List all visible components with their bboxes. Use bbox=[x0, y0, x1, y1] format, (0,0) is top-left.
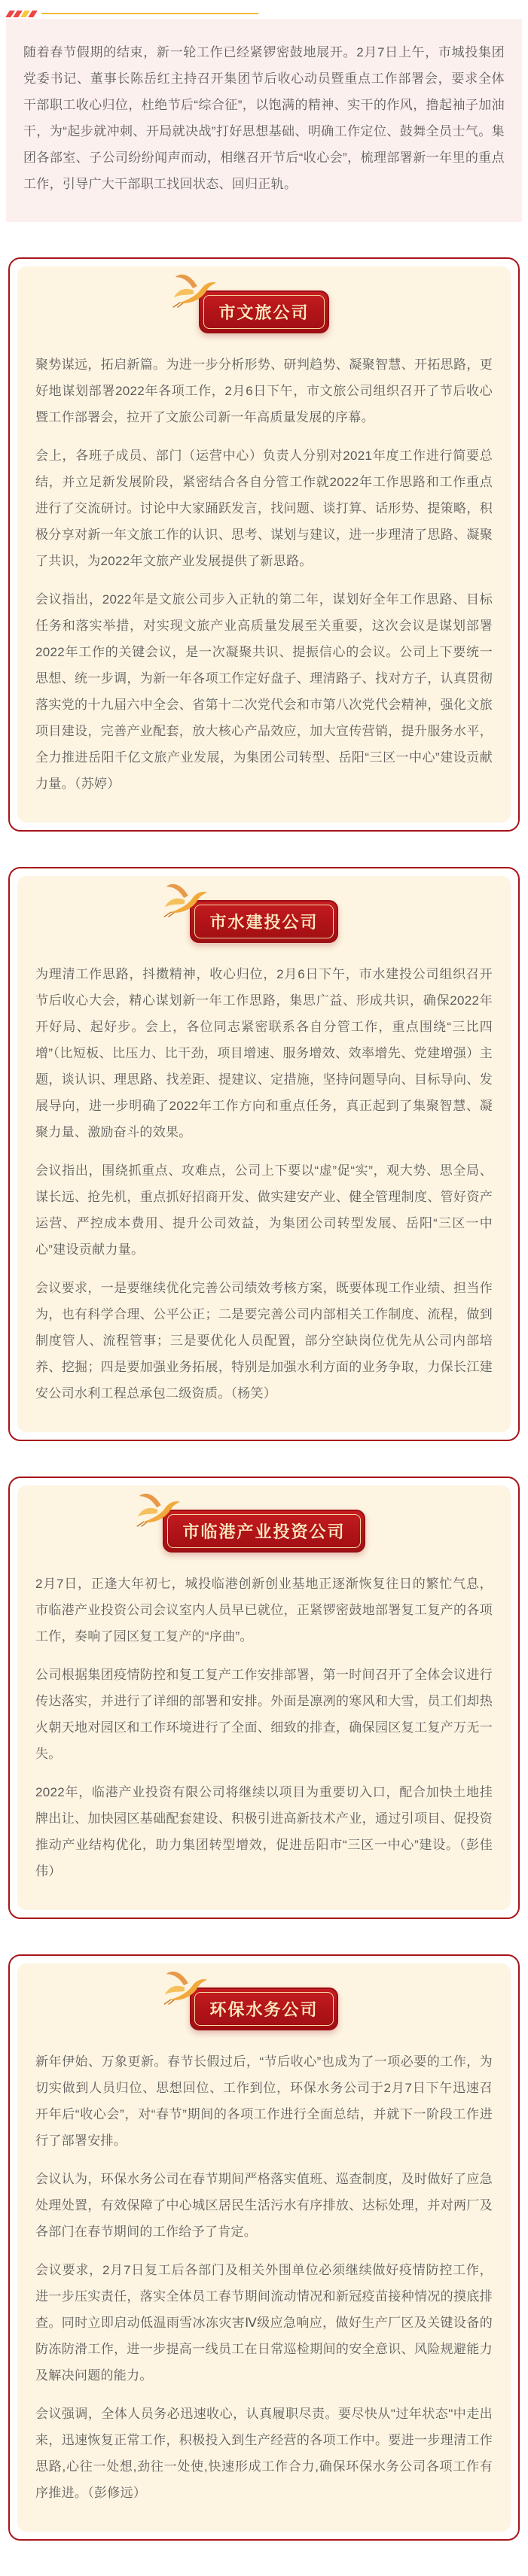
intro-paragraph: 随着春节假期的结束，新一轮工作已经紧锣密鼓地展开。2月7日上午，市城投集团党委书记、董事长陈岳红主持召开集团节后收心动员暨重点工作部署会，要求全体干部职工收心归位，杜绝节后“综合征”，以饱满的精神、实干的作风，撸起袖子加油干，为“起步就冲刺、开局就决战”打好思想基础、明确工作定位、鼓舞全员士气。集团各部室、子公司纷纷闻声而动，相继召开节后“收心会”，梳理部署新一年里的重点工作，引导广大干部职工找回状态、回归正轨。 bbox=[23, 45, 505, 191]
section-title-badge: 环保水务公司 bbox=[190, 1988, 337, 2030]
body-paragraph: 新年伊始、万象更新。春节长假过后，“节后收心”也成为了一项必要的工作，为切实做到人员归位、思想回位、工作到位，环保水务公司于2月7日下午迅速召开年后“收心会”，对“春节”期间的各项工作进行全面总结，并就下一阶段工作进行了部署安排。 bbox=[35, 2054, 493, 2148]
section-card-huanbaoshuiwu bbox=[8, 1954, 520, 2541]
crane-icon bbox=[163, 1967, 208, 2005]
body-paragraph: 会议指出，2022年是文旅公司步入正轨的第二年，谋划好全年工作思路、目标任务和落实举措，对实现文旅产业高质量发展至关重要，这次会议是谋划部署2022年工作的关键会议，是一次凝聚共识、提振信心的会议。公司上下要统一思想、统一步调，为新一年各项工作定好盘子、理清路子、找对方子，认真贯彻落实党的十九届六中全会、省第十二次党代会和市第八次党代会精神，强化文旅项目建设，完善产业配套，放大核心产品效应，加大宣传营销，提升服务水平，全力推进岳阳千亿文旅产业发展，为集团公司转型、岳阳“三区一中心”建设贡献力量。（苏婷） bbox=[35, 592, 493, 791]
gold-divider-line bbox=[41, 13, 258, 14]
body-paragraph: 2022年，临港产业投资有限公司将继续以项目为重要切入口，配合加快土地挂牌出让、加快园区基础配套建设、积极引进高新技术产业，通过引项目、促投资推动产业结构优化，助力集团转型增效，促进岳阳市“三区一中心”建设。（彭佳伟） bbox=[35, 1785, 493, 1878]
crane-icon bbox=[136, 1489, 181, 1527]
section-title-badge: 市文旅公司 bbox=[199, 290, 328, 333]
crane-icon bbox=[172, 270, 217, 308]
body-paragraph: 会议要求，一是要继续优化完善公司绩效考核方案，既要体现工作业绩、担当作为，也有科学合理、公平公正；二是要完善公司内部相关工作制度、流程，做到制度管人、流程管事；三是要优化人员配置，部分空缺岗位优先从公司内部培养、挖掘；四是要加强业务拓展，特别是加强水利方面的业务争取，力保长江建安公司水利工程总承包二级资质。（杨笑） bbox=[35, 1281, 493, 1401]
section-card-lingang bbox=[8, 1477, 520, 1919]
body-paragraph: 会议强调，全体人员务必迅速收心，认真履职尽责。要尽快从"过年状态"中走出来，迅速恢复正常工作，积极投入到生产经营的各项工作中。要进一步理清工作思路,心往一处想,劲往一处使,快速形成工作合力,确保环保水务公司各项工作有序推进。（彭修远） bbox=[35, 2407, 493, 2500]
intro-panel bbox=[6, 19, 522, 222]
slash-marks-icon bbox=[8, 11, 35, 17]
body-paragraph: 会议要求，2月7日复工后各部门及相关外围单位必须继续做好疫情防控工作，进一步压实责任，落实全体员工春节期间流动情况和新冠疫苗接种情况的摸底排查。同时立即启动低温雨雪冰冻灾害Ⅳ级应急响应，做好生产厂区及关键设备的防冻防滑工作，进一步提高一线员工在日常巡检期间的安全意识、风险规避能力及解决问题的能力。 bbox=[35, 2263, 493, 2383]
section-title-badge: 市水建投公司 bbox=[190, 900, 337, 943]
crane-icon bbox=[163, 880, 208, 917]
body-paragraph: 会上，各班子成员、部门（运营中心）负责人分别对2021年度工作进行简要总结，并立足新发展阶段，紧密结合各自分管工作就2022年工作思路和工作重点进行了交流研讨。讨论中大家踊跃发言，找问题、谈打算、话形势、提策略，积极分享对新一年文旅工作的认识、思考、谋划与建议，进一步理清了思路、凝聚了共识，为2022年文旅产业发展提供了新思路。 bbox=[35, 449, 493, 568]
bottom-whitespace bbox=[0, 2541, 528, 2576]
section-title-badge: 市临港产业投资公司 bbox=[163, 1510, 365, 1553]
body-paragraph: 会议指出，围绕抓重点、攻难点，公司上下要以“虚”促“实”，观大势、思全局、谋长远、抢先机，重点抓好招商开发、做实建安产业、健全管理制度、管好资产运营、严控成本费用、提升公司效益，为集团公司转型发展、岳阳“三区一中心”建设贡献力量。 bbox=[35, 1163, 493, 1257]
top-decor bbox=[0, 0, 528, 19]
body-paragraph: 聚势谋远，拓启新篇。为进一步分析形势、研判趋势、凝聚智慧、开拓思路，更好地谋划部署2022年各项工作，2月6日下午，市文旅公司组织召开了节后收心暨工作部署会，拉开了文旅公司新一年高质量发展的序幕。 bbox=[35, 357, 493, 424]
body-paragraph: 公司根据集团疫情防控和复工复产工作安排部署，第一时间召开了全体会议进行传达落实，并进行了详细的部署和安排。外面是凛冽的寒风和大雪，员工们却热火朝天地对园区和工作环境进行了全面、细致的排查，确保园区复工复产万无一失。 bbox=[35, 1668, 493, 1761]
body-paragraph: 为理清工作思路，抖擞精神，收心归位，2月6日下午，市水建投公司组织召开节后收心大会，精心谋划新一年工作思路，集思广益、形成共识，确保2022年开好局、起好步。会上，各位同志紧密联系各自分管工作，重点围绕“三比四增”（比短板、比压力、比干劲，项目增速、服务增效、效率增先、党建增强）主题，谈认识、理思路、找差距、提建议、定措施，坚持问题导向、目标导向、发展导向，进一步明确了2022年工作方向和重点任务，真正起到了集聚智慧、凝聚力量、激励奋斗的效果。 bbox=[35, 967, 493, 1139]
body-paragraph: 会议认为，环保水务公司在春节期间严格落实值班、巡查制度，及时做好了应急处理处置，有效保障了中心城区居民生活污水有序排放、达标处理，并对两厂及各部门在春节期间的工作给予了肯定。 bbox=[35, 2172, 493, 2239]
body-paragraph: 2月7日，正逢大年初七，城投临港创新创业基地正逐渐恢复往日的繁忙气息，市临港产业投资公司会议室内人员早已就位，正紧锣密鼓地部署复工复产的各项工作，奏响了园区复工复产的“序曲”。 bbox=[35, 1577, 493, 1644]
section-card-shuijiantou bbox=[8, 867, 520, 1441]
section-card-wenlv bbox=[8, 257, 520, 832]
